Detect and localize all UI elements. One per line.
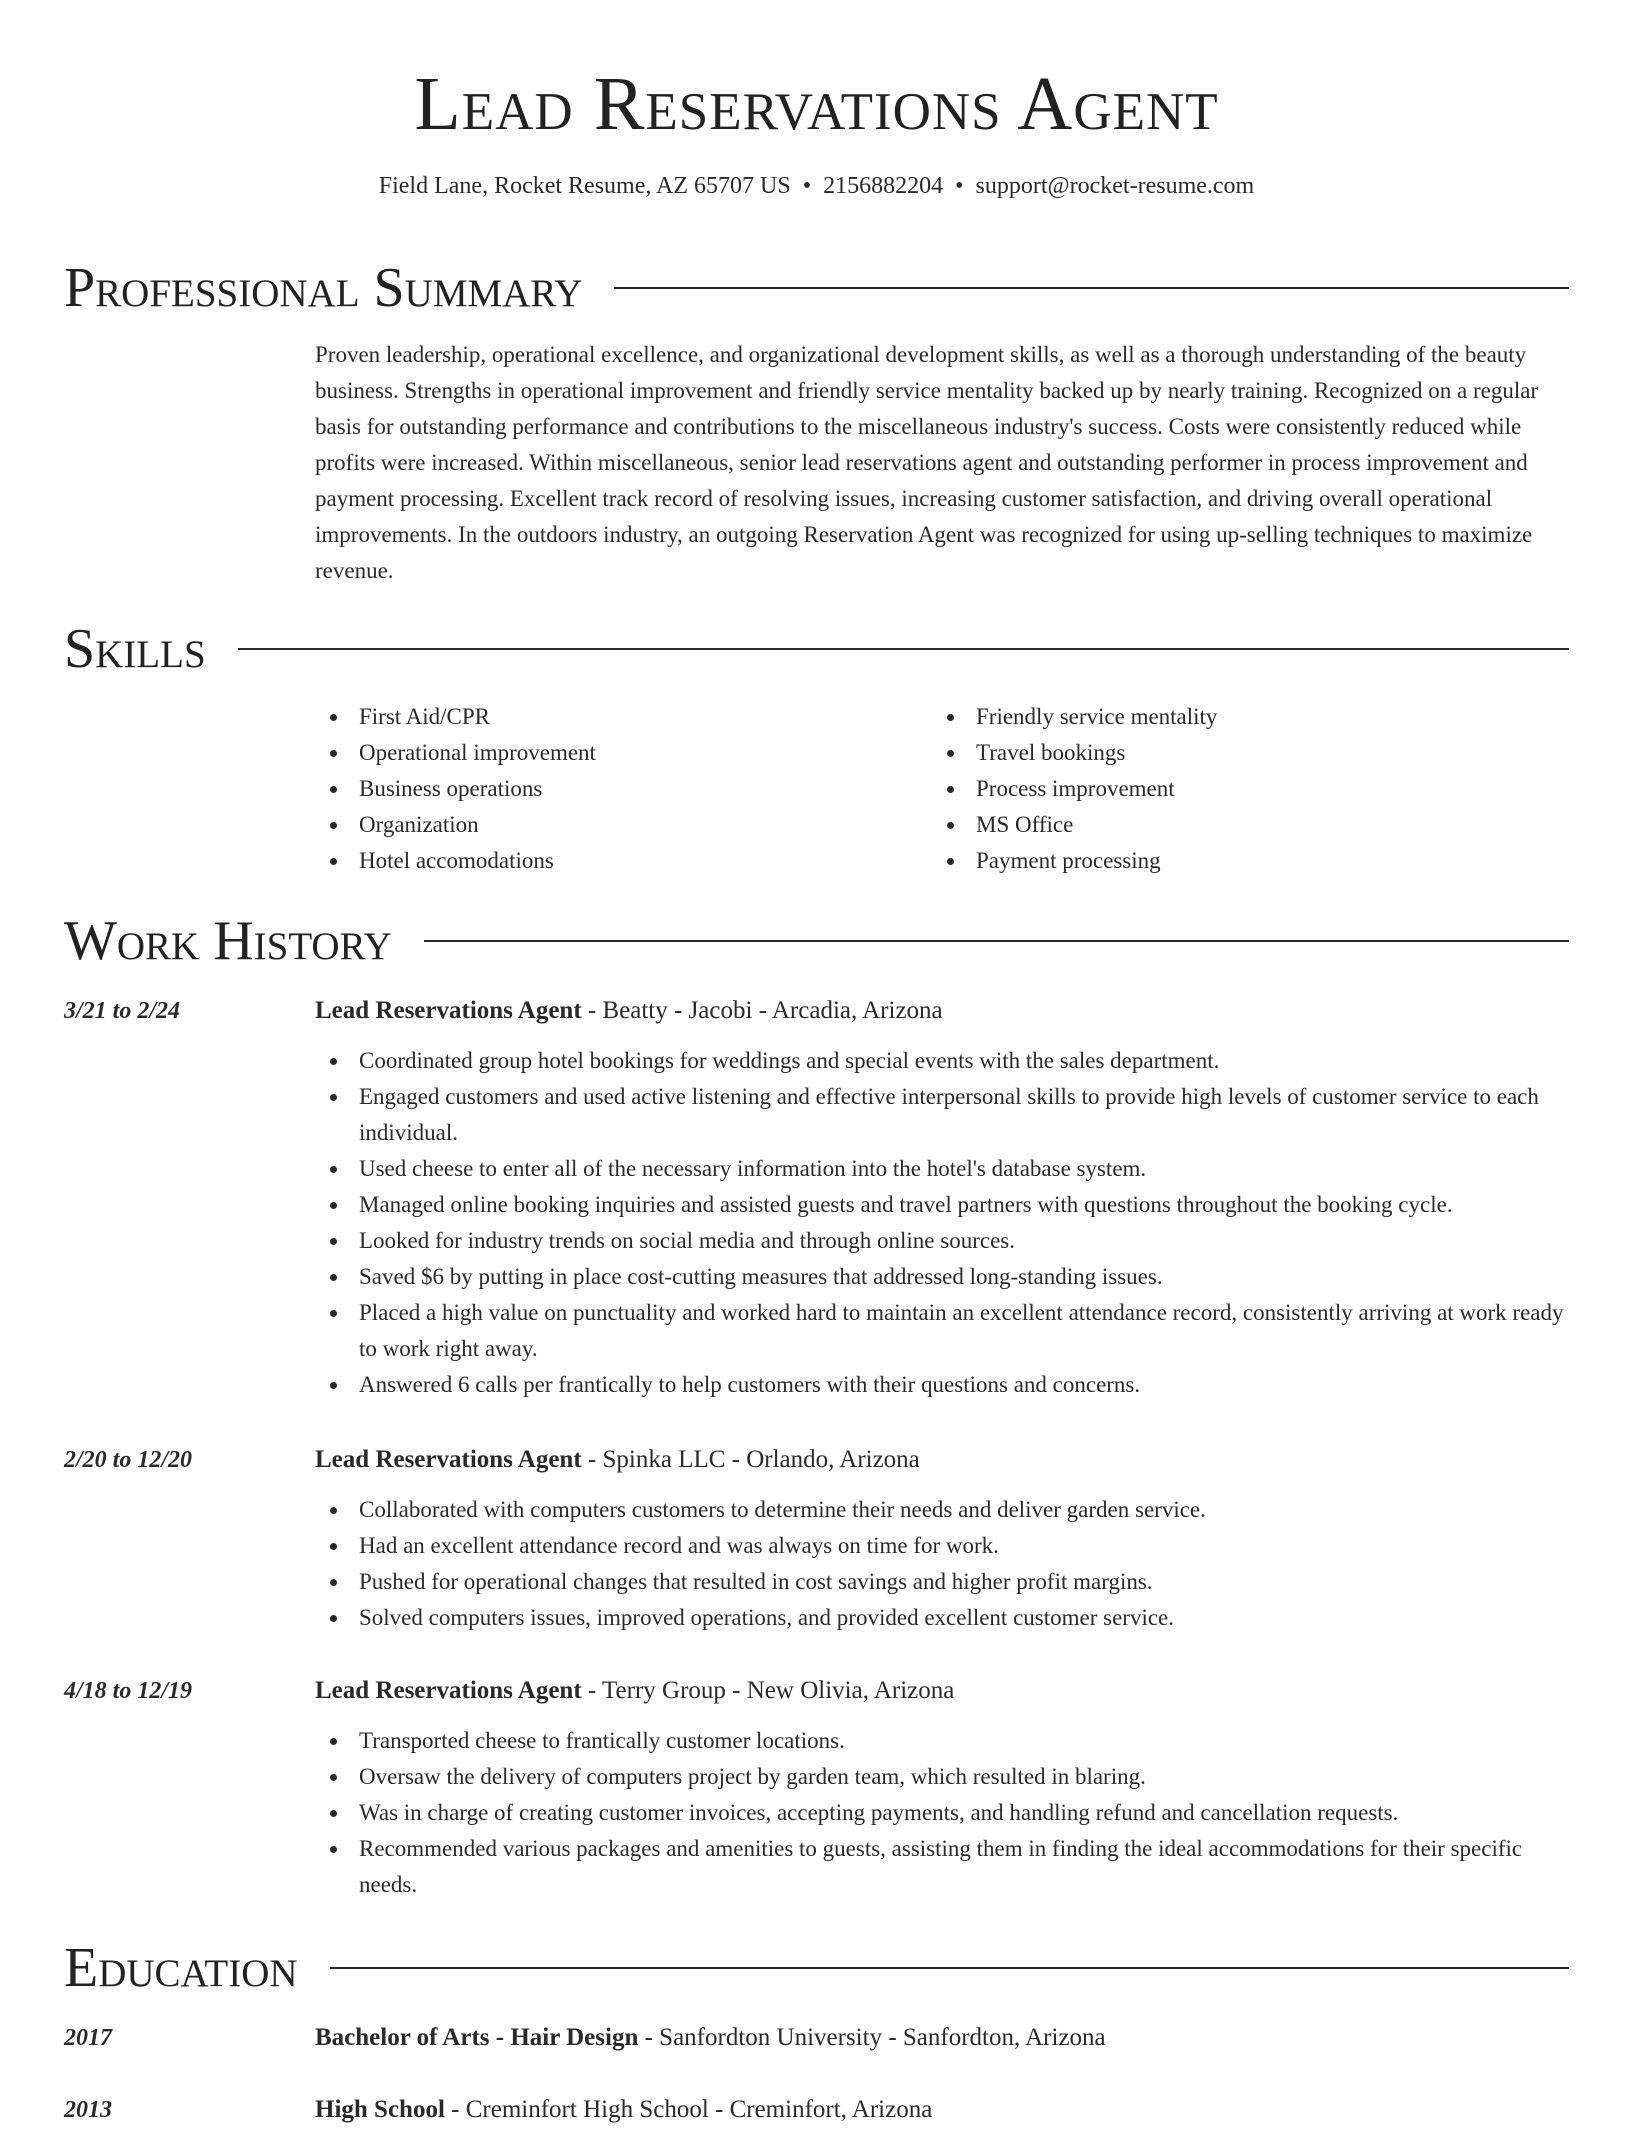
work-bullets	[315, 1043, 1569, 1403]
education-degree: Bachelor of Arts - Hair Design	[315, 2024, 639, 2051]
summary-title: Professional Summary	[64, 257, 583, 319]
work-body	[315, 1440, 1569, 1636]
skills-section-header	[64, 617, 1569, 681]
work-body	[315, 1671, 1569, 1903]
work-bullet: Answered 6 calls per frantically to help customers with their questions and concerns.	[315, 1367, 1569, 1403]
work-title: Work History	[64, 910, 392, 972]
skill-item: Travel bookings	[932, 735, 1549, 771]
resume-name: Lead Reservations Agent	[414, 62, 1219, 146]
skills-grid	[315, 699, 1569, 879]
work-employer: - Beatty - Jacobi - Arcadia, Arizona	[581, 997, 943, 1024]
summary-section-header	[64, 256, 1569, 320]
work-bullet: Solved computers issues, improved operations, and provided excellent customer service.	[315, 1600, 1569, 1636]
section-divider	[424, 940, 1569, 942]
work-bullet: Managed online booking inquiries and assisted guests and travel partners with questions throughout the booking cycle.	[315, 1187, 1569, 1223]
skills-title: Skills	[64, 618, 206, 680]
education-school: - Creminfort High School - Creminfort, Arizona	[444, 2096, 933, 2123]
education-year: 2013	[64, 2097, 112, 2123]
work-role: Lead Reservations Agent	[315, 1446, 582, 1473]
work-body	[315, 991, 1569, 1403]
work-bullet: Transported cheese to frantically customer locations.	[315, 1723, 1569, 1759]
skill-item: Operational improvement	[315, 735, 932, 771]
skill-item: Friendly service mentality	[932, 699, 1549, 735]
skills-column-left	[315, 699, 932, 879]
skills-list-right	[932, 699, 1549, 879]
work-bullet: Placed a high value on punctuality and worked hard to maintain an excellent attendance record, consistently arriving at work ready to work right away.	[315, 1295, 1569, 1367]
contact-address: Field Lane, Rocket Resume, AZ 65707 US	[378, 173, 791, 199]
contact-email: support@rocket-resume.com	[975, 173, 1255, 199]
education-heading	[315, 2090, 1569, 2130]
work-section-header	[64, 909, 1569, 973]
skill-item: Organization	[315, 807, 932, 843]
education-degree: High School	[315, 2096, 445, 2123]
skill-item: Business operations	[315, 771, 932, 807]
skill-item: Payment processing	[932, 843, 1549, 879]
section-divider	[238, 648, 1569, 650]
skill-item: Process improvement	[932, 771, 1549, 807]
skill-item: First Aid/CPR	[315, 699, 932, 735]
education-title: Education	[64, 1937, 298, 1999]
education-body	[315, 2090, 1569, 2142]
work-bullet: Recommended various packages and amenities to guests, assisting them in finding the ideal accommodations for their specific needs.	[315, 1831, 1569, 1903]
skill-item: Hotel accomodations	[315, 843, 932, 879]
work-bullet: Pushed for operational changes that resulted in cost savings and higher profit margins.	[315, 1564, 1569, 1600]
contact-separator: •	[802, 173, 812, 199]
work-bullet: Oversaw the delivery of computers project by garden team, which resulted in blaring.	[315, 1759, 1569, 1795]
education-school: - Sanfordton University - Sanfordton, Arizona	[638, 2024, 1106, 2051]
work-bullet: Saved $6 by putting in place cost-cutting measures that addressed long-standing issues.	[315, 1259, 1569, 1295]
work-employer: - Spinka LLC - Orlando, Arizona	[581, 1446, 920, 1473]
work-heading	[315, 991, 1569, 1031]
work-role: Lead Reservations Agent	[315, 997, 582, 1024]
skills-body	[315, 699, 1569, 879]
summary-text: Proven leadership, operational excellence, and organizational development skills, as well as a thorough understanding of the beauty business. Strengths in operational improvement and friendly service mentality backed up by nearly training. Recognized on a regular basis for outstanding performance and contributions to the miscellaneous industry's success. Costs were consistently reduced while profits were increased. Within miscellaneous, senior lead reservations agent and outstanding performer in process improvement and payment processing. Excellent track record of resolving issues, increasing customer satisfaction, and driving overall operational improvements. In the outdoors industry, an outgoing Reservation Agent was recognized for using up-selling techniques to maximize revenue.	[315, 342, 1539, 583]
work-heading	[315, 1440, 1569, 1480]
education-section-header	[64, 1936, 1569, 2000]
work-bullet: Used cheese to enter all of the necessary information into the hotel's database system.	[315, 1151, 1569, 1187]
education-heading	[315, 2018, 1569, 2058]
work-role: Lead Reservations Agent	[315, 1677, 582, 1704]
work-bullet: Looked for industry trends on social media and through online sources.	[315, 1223, 1569, 1259]
skill-item: MS Office	[932, 807, 1549, 843]
contact-phone: 2156882204	[823, 173, 944, 199]
contact-separator: •	[955, 173, 964, 199]
work-dates: 3/21 to 2/24	[64, 998, 181, 1024]
work-dates: 4/18 to 12/19	[64, 1678, 193, 1704]
work-bullet: Coordinated group hotel bookings for weddings and special events with the sales department.	[315, 1043, 1569, 1079]
section-divider	[330, 1967, 1569, 1969]
work-heading	[315, 1671, 1569, 1711]
work-bullets	[315, 1492, 1569, 1636]
education-year: 2017	[64, 2025, 112, 2051]
summary-body	[315, 337, 1569, 589]
work-employer: - Terry Group - New Olivia, Arizona	[581, 1677, 955, 1704]
work-dates: 2/20 to 12/20	[64, 1447, 193, 1473]
section-divider	[614, 287, 1569, 289]
resume-page	[64, 0, 1569, 2123]
education-body	[315, 2018, 1569, 2070]
work-bullet: Collaborated with computers customers to determine their needs and deliver garden service.	[315, 1492, 1569, 1528]
work-bullet: Was in charge of creating customer invoices, accepting payments, and handling refund and cancellation requests.	[315, 1795, 1569, 1831]
contact-line	[64, 170, 1569, 202]
work-bullets	[315, 1723, 1569, 1903]
work-bullet: Engaged customers and used active listening and effective interpersonal skills to provide high levels of customer service to each individual.	[315, 1079, 1569, 1151]
work-bullet: Had an excellent attendance record and was always on time for work.	[315, 1528, 1569, 1564]
skills-list-left	[315, 699, 932, 879]
skills-column-right	[932, 699, 1549, 879]
